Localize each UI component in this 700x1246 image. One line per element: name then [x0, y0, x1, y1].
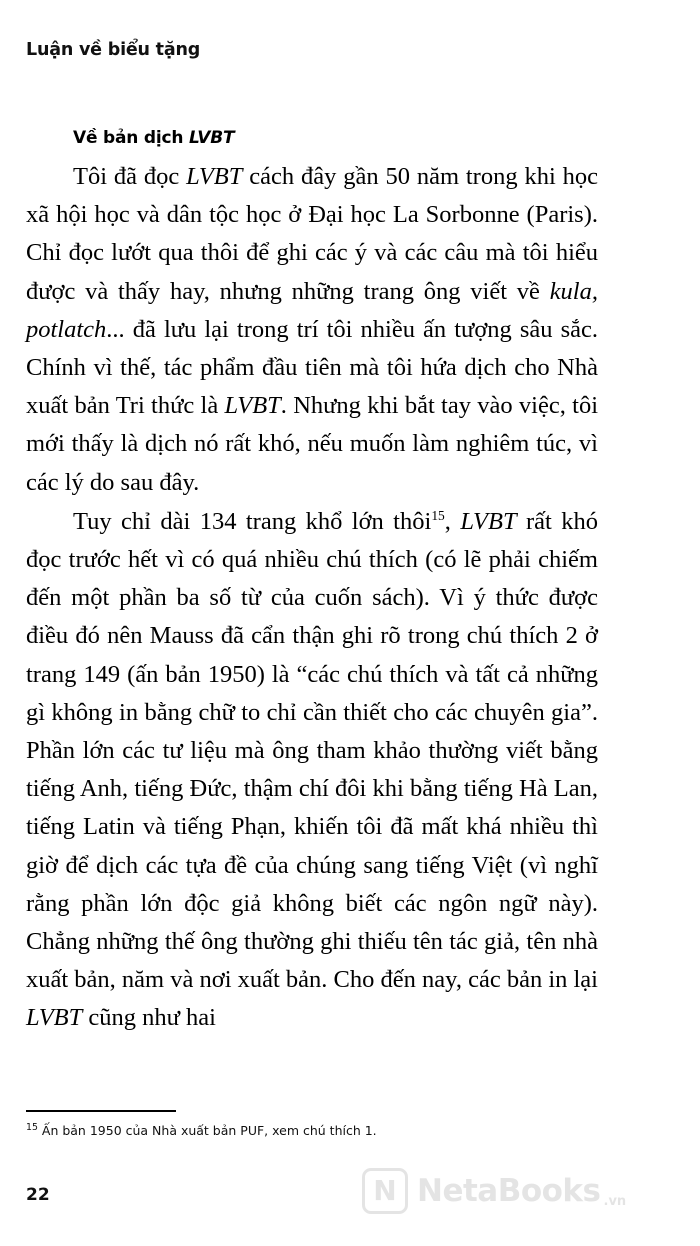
italic-run: LVBT — [460, 507, 517, 535]
section-heading — [73, 128, 598, 148]
italic-run: LVBT — [224, 392, 281, 420]
footnote-separator — [26, 1110, 176, 1112]
running-head: Luận về biểu tặng — [26, 40, 201, 60]
text-run: Tuy chỉ dài 134 trang khổ lớn thôi — [73, 507, 432, 535]
text-run: cách đây gần 50 năm trong khi học xã hội học và dân tộc học ở Đại học La Sorbonne (Paris). Chỉ đọc lướt qua thôi để ghi các ý và các câu mà tôi hiểu được và thấy hay, nhưng những trang ông viết về — [26, 163, 598, 305]
page-number: 22 — [26, 1185, 50, 1205]
footnote-marker: 15 — [26, 1121, 38, 1133]
watermark-suffix: .vn — [603, 1194, 627, 1209]
text-run: Tôi đã đọc — [73, 163, 187, 190]
text-run: cũng như hai — [82, 1004, 216, 1032]
netabooks-watermark — [362, 1168, 626, 1214]
footnote-reference: 15 — [431, 507, 445, 523]
text-run: , — [444, 507, 461, 535]
text-run: ... đã lưu lại trong trí tôi nhiều ấn tượng sâu sắc. Chính vì thế, tác phẩm đầu tiên mà tôi hứa dịch cho Nhà xuất bản Tri thức là — [26, 315, 598, 420]
paragraph — [26, 158, 598, 502]
footnote — [26, 1122, 598, 1140]
italic-run: kula, potlatch — [26, 277, 598, 343]
page-content — [26, 128, 598, 1038]
footnote-text: Ấn bản 1950 của Nhà xuất bản PUF, xem chú thích 1. — [37, 1123, 377, 1138]
italic-run: LVBT — [26, 1004, 83, 1032]
italic-run: LVBT — [186, 163, 243, 190]
section-heading-title: LVBT — [188, 128, 235, 148]
netabooks-logo-letter: N — [373, 1174, 397, 1207]
text-run: rất khó đọc trước hết vì có quá nhiều chú thích (có lẽ phải chiếm đến một phần ba số từ của cuốn sách). Vì ý thức được điều đó nên Mauss đã cẩn thận ghi rõ trong chú thích 2 ở trang 149 (ấn bản 1950) là “các chú thích và tất cả những gì không in bằng chữ to chỉ cần thiết cho các chuyên gia”. Phần lớn các tư liệu mà ông tham khảo thường viết bằng tiếng Anh, tiếng Đức, thậm chí đôi khi bằng tiếng Hà Lan, tiếng Latin và tiếng Phạn, khiến tôi đã mất khá nhiều thì giờ để dịch các tựa đề của chúng sang tiếng Việt (vì nghĩ rằng phần lớn độc giả không biết các ngôn ngữ này). Chẳng những thế ông thường ghi thiếu tên tác giả, tên nhà xuất bản, năm và nơi xuất bản. Cho đến nay, các bản in lại — [26, 507, 599, 994]
netabooks-logo-icon — [362, 1168, 408, 1214]
section-heading-text: Về bản dịch — [73, 128, 189, 148]
text-run: . Nhưng khi bắt tay vào việc, tôi mới thấy là dịch nó rất khó, nếu muốn làm nghiêm túc, vì các lý do sau đây. — [26, 392, 598, 496]
paragraph — [26, 503, 598, 1038]
watermark-text: NetaBooks — [417, 1173, 601, 1209]
